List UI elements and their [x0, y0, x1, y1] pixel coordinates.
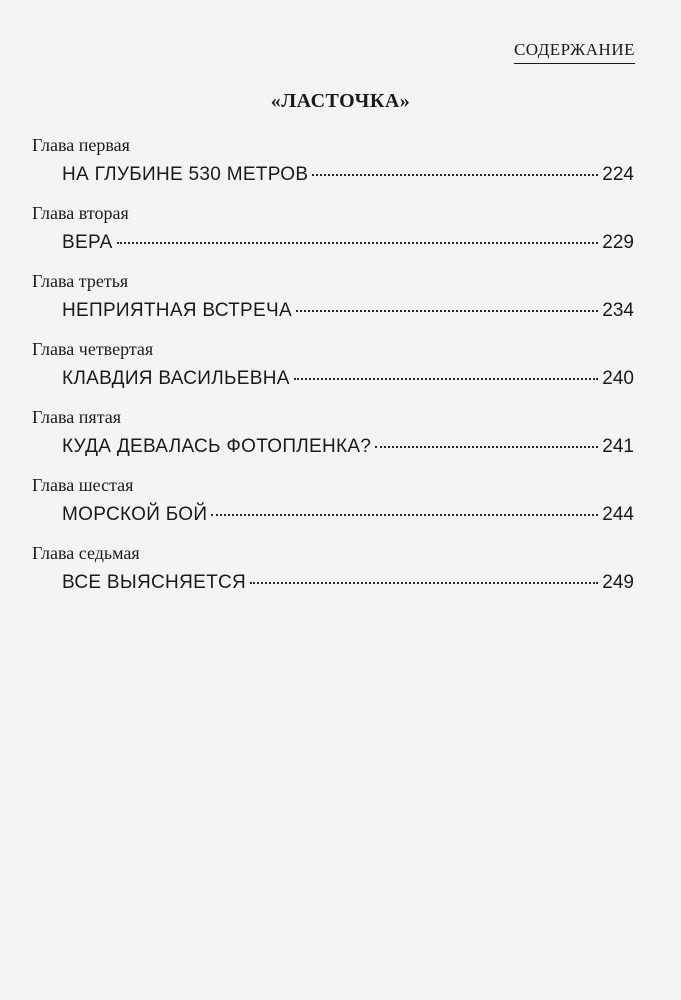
chapter-title: ВСЕ ВЫЯСНЯЕТСЯ [62, 572, 247, 593]
chapter-title-line [62, 571, 634, 595]
chapter-title: КУДА ДЕВАЛАСЬ ФОТОПЛЕНКА? [62, 436, 372, 457]
dot-leader [250, 582, 598, 584]
chapter-label: Глава седьмая [32, 543, 140, 563]
chapter-title: НЕПРИЯТНАЯ ВСТРЕЧА [62, 300, 292, 321]
toc-entry [32, 473, 634, 541]
toc-entry [32, 201, 634, 269]
toc-entry [32, 541, 634, 609]
dot-leader [296, 310, 598, 312]
chapter-title: КЛАВДИЯ ВАСИЛЬЕВНА [62, 368, 290, 389]
page-number: 241 [602, 436, 634, 457]
chapter-title-line [62, 367, 634, 391]
chapter-label: Глава первая [32, 135, 130, 155]
page-number: 240 [602, 368, 634, 389]
chapter-label: Глава пятая [32, 407, 122, 427]
running-head: СОДЕРЖАНИЕ [514, 40, 635, 64]
chapter-title-line [62, 163, 634, 187]
toc-entry [32, 405, 634, 473]
page-number: 249 [602, 572, 634, 593]
page-number: 244 [602, 504, 634, 525]
table-of-contents [32, 133, 634, 609]
dot-leader [117, 242, 599, 244]
dot-leader [294, 378, 599, 380]
page-number: 234 [602, 300, 634, 321]
chapter-title-line [62, 503, 634, 527]
chapter-label: Глава вторая [32, 203, 129, 223]
section-title: «ЛАСТОЧКА» [270, 90, 411, 112]
toc-entry [32, 269, 634, 337]
page-number: 229 [602, 232, 634, 253]
toc-entry [32, 133, 634, 201]
toc-entry [32, 337, 634, 405]
chapter-label: Глава третья [32, 271, 129, 291]
dot-leader [375, 446, 598, 448]
dot-leader [211, 514, 598, 516]
dot-leader [312, 174, 598, 176]
chapter-title: ВЕРА [62, 232, 113, 253]
chapter-title: МОРСКОЙ БОЙ [62, 504, 208, 525]
chapter-label: Глава четвертая [32, 339, 154, 359]
chapter-title-line [62, 231, 634, 255]
page-number: 224 [602, 164, 634, 185]
chapter-label: Глава шестая [32, 475, 134, 495]
chapter-title-line [62, 299, 634, 323]
chapter-title: НА ГЛУБИНЕ 530 МЕТРОВ [62, 164, 309, 185]
chapter-title-line [62, 435, 634, 459]
